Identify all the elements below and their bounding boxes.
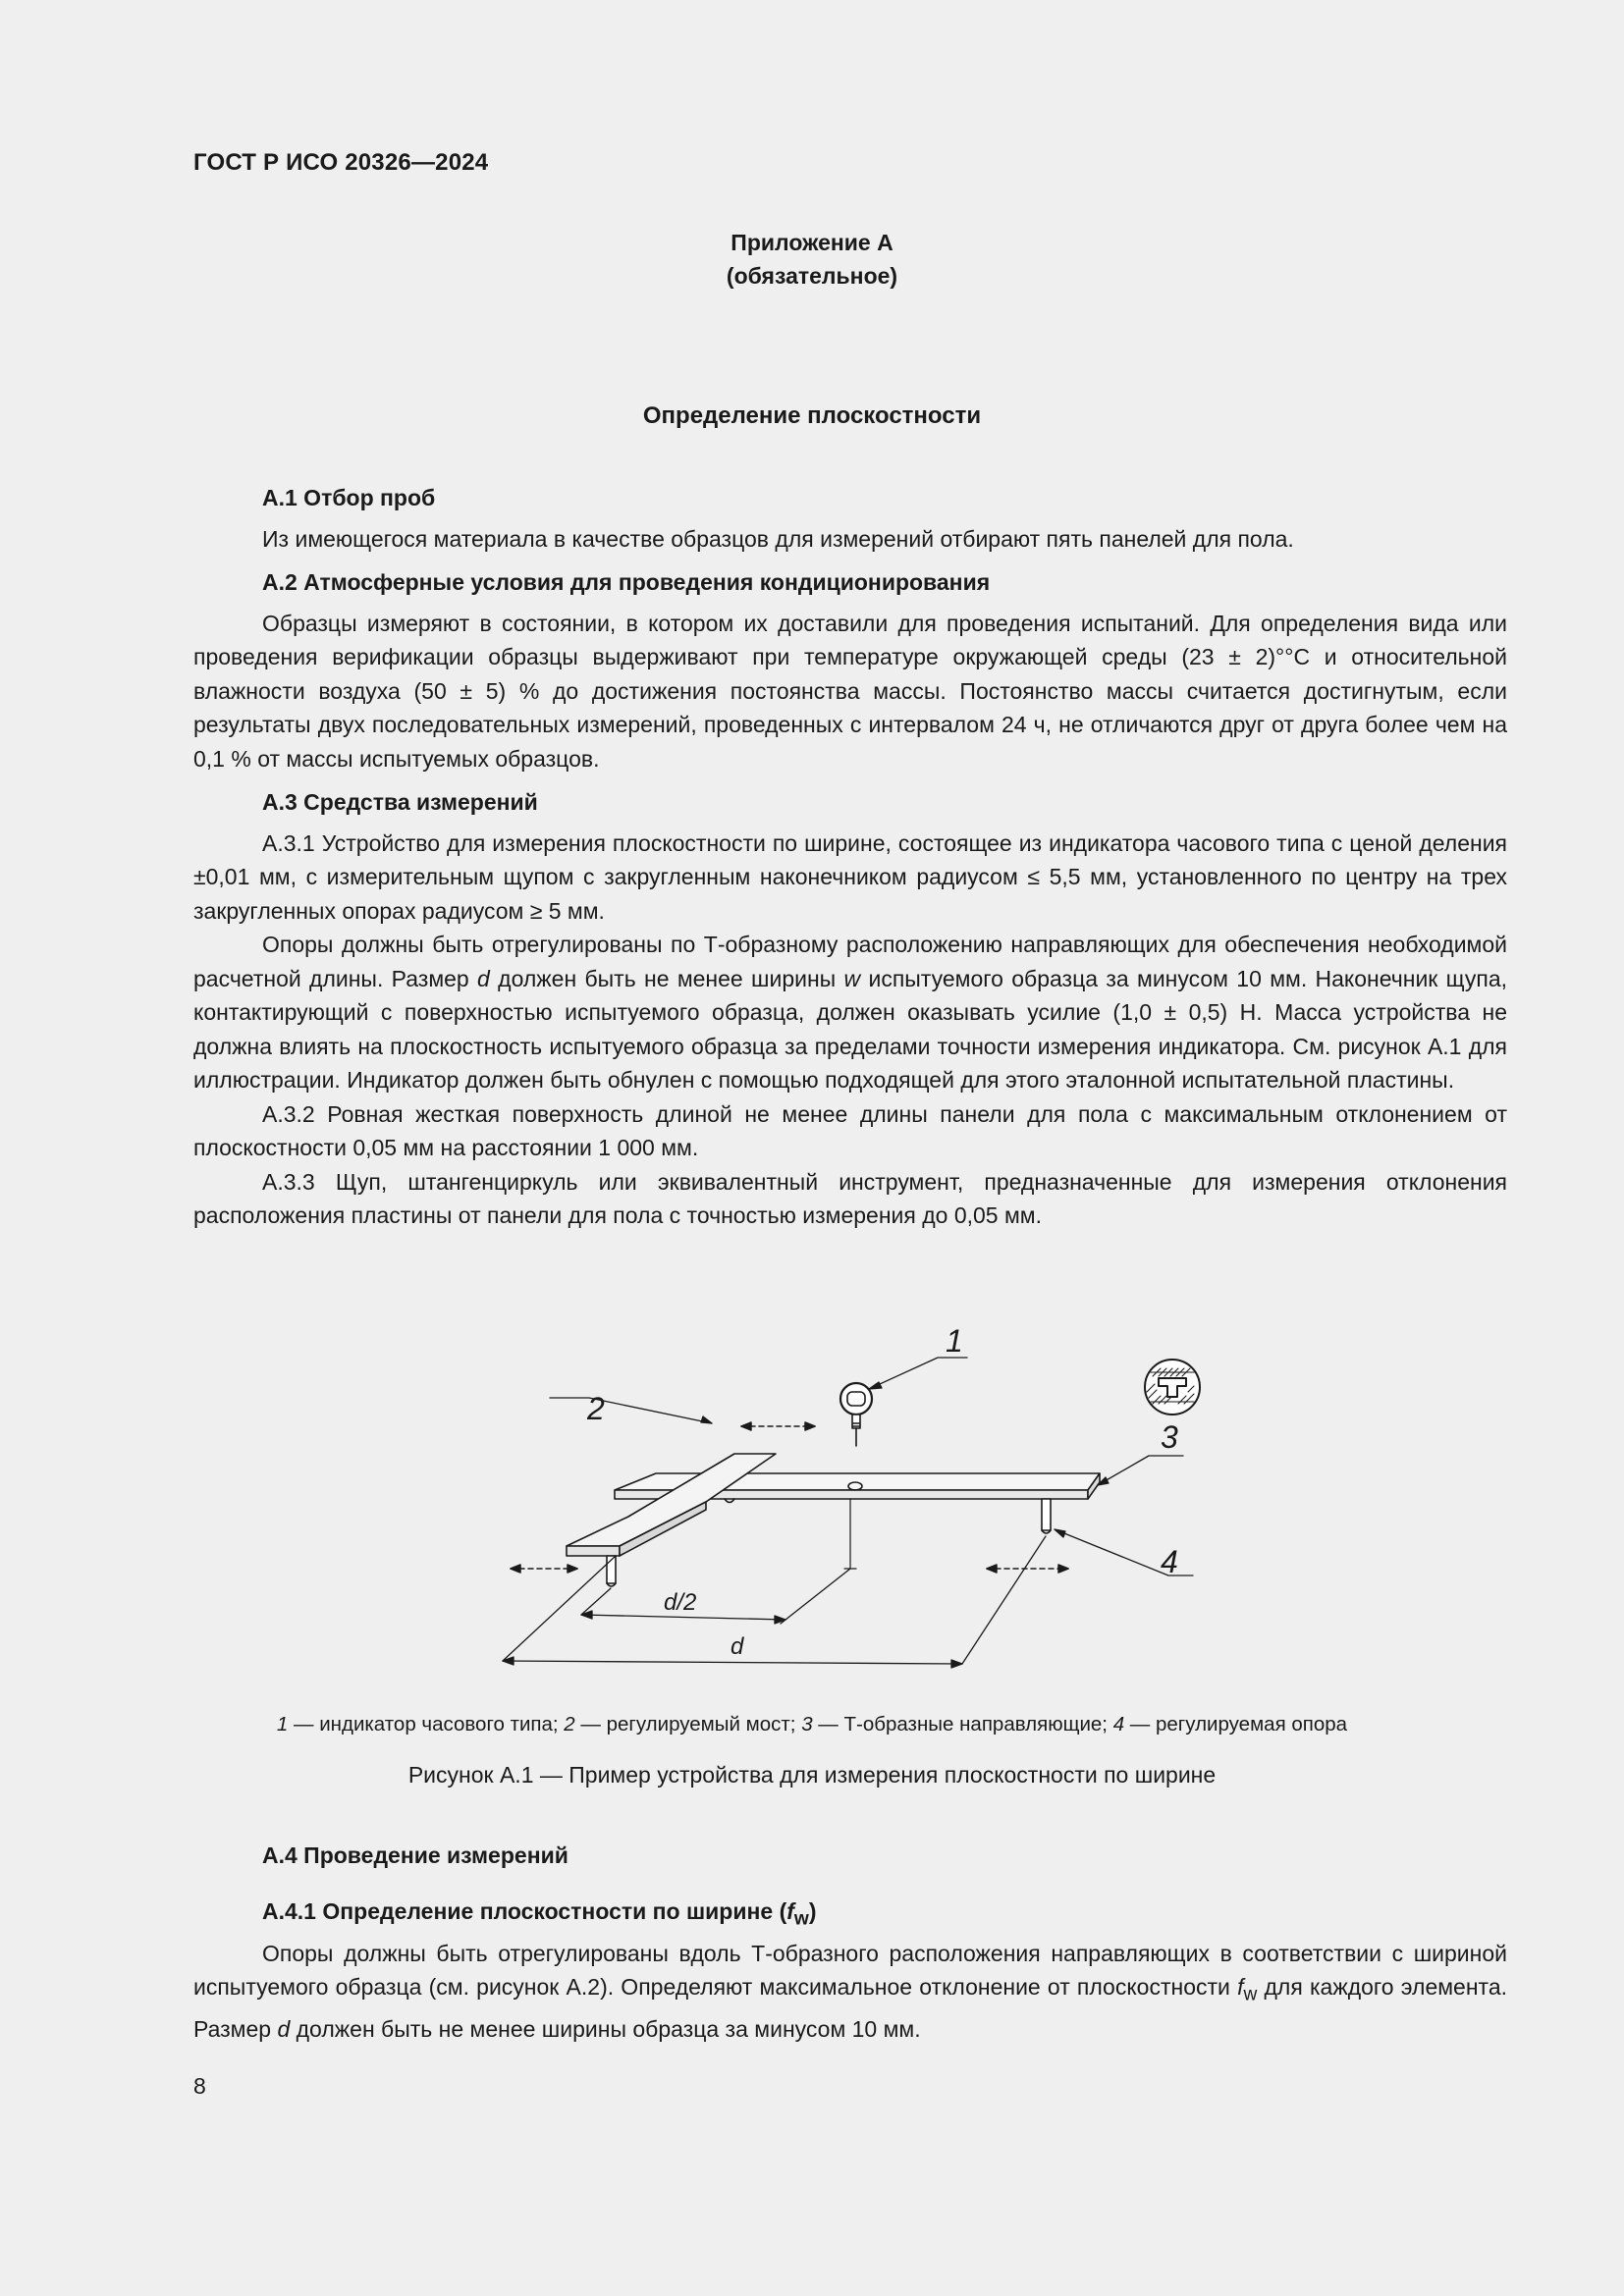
label-d-half: d/2	[664, 1589, 697, 1616]
flatness-device-drawing	[491, 1315, 1237, 1688]
subscript-w: w	[1243, 1984, 1258, 2005]
section-a4-1-heading	[193, 1895, 1507, 1937]
symbol-d: d	[277, 2016, 291, 2043]
bridge-top	[567, 1454, 776, 1546]
legend-num-3: 3	[801, 1713, 813, 1735]
main-title: Определение плоскостности	[642, 402, 982, 429]
symbol-d: d	[477, 965, 490, 991]
text-run: испытуемого образца за минусом 10 мм. Наконечник щупа, контактирующий с поверхностью испытуемого образца, должен оказывать усилие (1,0 ± 0,5) Н. Масса устройства не должна влиять на плоскостность испытуемого образца за пределами точности измерения индикатора. См. рисунок А.1 для иллюстрации. Индикатор должен быть обнулен с помощью подходящей для этого эталонной испытательной пластины.	[193, 965, 1507, 1093]
text-run: Опоры должны быть отрегулированы вдоль Т-образного расположения направляющих в соответствии с шириной испытуемого образца (см. рисунок А.2). Определяют максимальное отклонение от плоскостности	[193, 1940, 1507, 2001]
annex-title: Приложение А	[731, 230, 893, 255]
subscript-w: w	[793, 1908, 809, 1930]
section-a3-3-text: А.3.3 Щуп, штангенциркуль или эквивалентный инструмент, предназначенные для измерения отклонения расположения пластины от панели для пола с точностью измерения до 0,05 мм.	[193, 1168, 1507, 1228]
section-a3-2-text: А.3.2 Ровная жесткая поверхность длиной не менее длины панели для пола с максимальным отклонением от плоскостности 0,05 мм на расстоянии 1 000 мм.	[193, 1100, 1507, 1160]
section-a3-heading: А.3 Средства измерений	[262, 789, 538, 815]
bridge-front	[567, 1546, 620, 1556]
section-a4-1-text	[193, 1937, 1507, 2047]
figure-a1	[491, 1315, 1237, 1688]
support-leg-right	[1042, 1499, 1051, 1530]
section-a3-1-text: А.3.1 Устройство для измерения плоскостности по ширине, состоящее из индикатора часового типа с ценой деления ±0,01 мм, с измерительным щупом с закругленным наконечником радиусом ≤ 5,5 мм, установленного по центру на трех закругленных опорах радиусом ≥ 5 мм.	[193, 829, 1507, 924]
content-lower	[193, 1839, 1507, 2047]
label-3: 3	[1161, 1419, 1178, 1455]
legend-text-2: — регулируемый мост;	[574, 1713, 802, 1735]
text-run: должен быть не менее ширины	[489, 965, 844, 991]
leader-lines	[550, 1358, 1193, 1575]
figure-legend	[0, 1713, 1624, 1736]
annex-status: (обязательное)	[726, 263, 898, 289]
t-guide-section-icon	[1145, 1360, 1200, 1415]
page-number: 8	[193, 2073, 206, 2099]
text-run: )	[808, 1897, 817, 1924]
label-1: 1	[946, 1323, 963, 1359]
text-run: для каждого элемента. Размер	[193, 1974, 1507, 2043]
legend-text-3: — Т-образные направляющие;	[812, 1713, 1113, 1735]
legend-text-1: — индикатор часового типа;	[288, 1713, 565, 1735]
label-2: 2	[587, 1391, 605, 1426]
figure-caption: Рисунок А.1 — Пример устройства для измерения плоскостности по ширине	[407, 1762, 1217, 1788]
symbol-f: f	[786, 1897, 794, 1924]
section-a2-text: Образцы измеряют в состоянии, в котором их доставили для проведения испытаний. Для определения вида или проведения верификации образцы выдерживают при температуре окружающей среды (23 ± 2)°°С и относительной влажности воздуха (50 ± 5) % до достижения постоянства массы. Постоянство массы считается достигнутым, если результаты двух последовательных измерений, проведенных с интервалом 24 ч, не отличаются друг от друга более чем на 0,1 % от массы испытуемых образцов.	[193, 610, 1507, 772]
text-run: должен быть не менее ширины образца за минусом 10 мм.	[290, 2016, 921, 2043]
legend-num-2: 2	[564, 1713, 575, 1735]
content-upper	[193, 481, 1507, 1233]
text-run: Опоры должны быть отрегулированы по Т-образному расположению направляющих для обеспечения необходимой расчетной длины. Размер	[193, 932, 1507, 991]
section-a4-heading: А.4 Проведение измерений	[262, 1842, 568, 1868]
section-a3-supports-text	[193, 928, 1507, 1097]
section-a2-heading: А.2 Атмосферные условия для проведения кондиционирования	[262, 569, 991, 595]
symbol-f: f	[1237, 1974, 1244, 2001]
symbol-w: w	[843, 965, 861, 991]
label-d: d	[731, 1633, 744, 1660]
label-4: 4	[1161, 1544, 1178, 1579]
text-run: А.4.1 Определение плоскостности по ширине (	[262, 1897, 787, 1924]
legend-num-1: 1	[276, 1713, 289, 1735]
legend-text-4: — регулируемая опора	[1124, 1713, 1348, 1735]
section-a1-text: Из имеющегося материала в качестве образцов для измерений отбирают пять панелей для пола.	[262, 525, 1294, 552]
section-a1-heading: А.1 Отбор проб	[262, 485, 436, 510]
legend-num-4: 4	[1112, 1713, 1125, 1735]
annex-heading	[0, 226, 1624, 293]
document-header: ГОСТ Р ИСО 20326—2024	[193, 149, 489, 176]
